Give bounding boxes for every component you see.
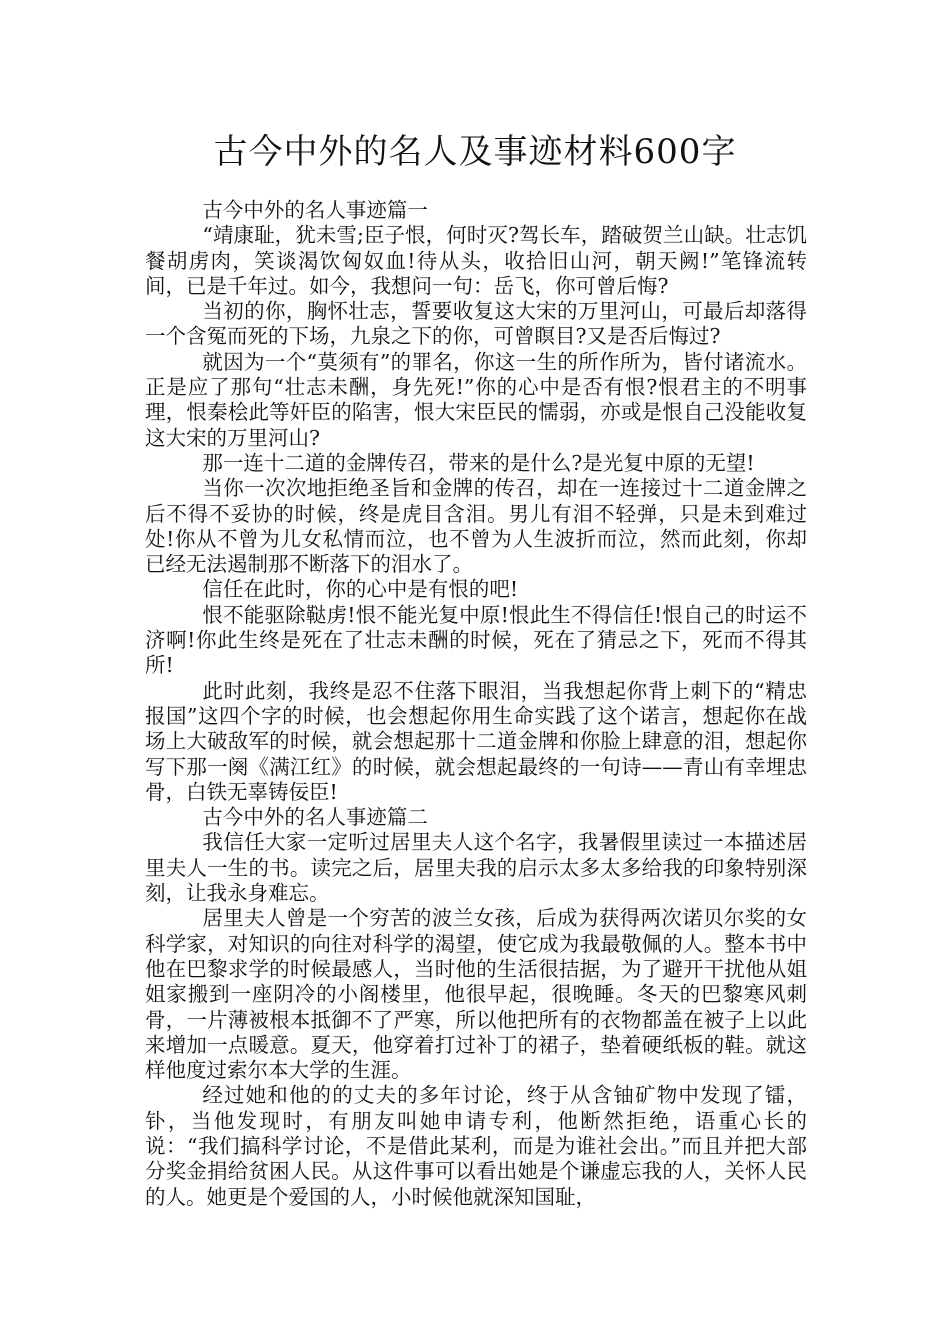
paragraph: 当初的你，胸怀壮志，誓要收复这大宋的万里河山，可最后却落得一个含冤而死的下场，九泉之下的你，可曾瞑目?又是否后悔过? [145,299,807,349]
document-body [145,198,807,1210]
paragraph: 我信任大家一定听过居里夫人这个名字，我暑假里读过一本描述居里夫人一生的书。读完之后，居里夫我的启示太多太多给我的印象特别深刻，让我永身难忘。 [145,830,807,906]
section-heading: 古今中外的名人事迹篇一 [202,198,428,222]
section-heading: 古今中外的名人事迹篇二 [202,805,428,830]
paragraph: 恨不能驱除鞑虏!恨不能光复中原!恨此生不得信任!恨自己的时运不济啊!你此生终是死在了壮志未酬的时候，死在了猜忌之下，死而不得其所! [145,602,807,678]
paragraph: 经过她和他的的丈夫的多年讨论，终于从含铀矿物中发现了镭，钋，当他发现时，有朋友叫她申请专利，他断然拒绝，语重心长的说：“我们搞科学讨论，不是借此某利，而是为谁社会出。”而且并把大部分奖金捐给贫困人民。从这件事可以看出她是个谦虚忘我的人，关怀人民的人。她更是个爱国的人，小时候他就深知国耻， [145,1083,807,1209]
document-title: 古今中外的名人及事迹材料600字 [213,132,737,172]
paragraph: 此时此刻，我终是忍不住落下眼泪，当我想起你背上刺下的“精忠报国”这四个字的时候，也会想起你用生命实践了这个诺言，想起你在战场上大破敌军的时候，就会想起那十二道金牌和你脸上肆意的泪，想起你写下那一阕《满江红》的时候，就会想起最终的一句诗——青山有幸埋忠骨，白铁无辜铸佞臣! [145,678,807,804]
paragraph: 居里夫人曾是一个穷苦的波兰女孩，后成为获得两次诺贝尔奖的女科学家，对知识的向往对科学的渴望，使它成为我最敬佩的人。整本书中他在巴黎求学的时候最感人，当时他的生活很拮据，为了避开干扰他从姐姐家搬到一座阴冷的小阁楼里，他很早起，很晚睡。冬天的巴黎寒风刺骨，一片薄被根本抵御不了严寒，所以他把所有的衣物都盖在被子上以此来增加一点暖意。夏天，他穿着打过补丁的裙子，垫着硬纸板的鞋。就这样他度过索尔本大学的生涯。 [145,906,807,1083]
paragraph: 那一连十二道的金牌传召，带来的是什么?是光复中原的无望! [202,450,755,475]
paragraph: 信任在此时，你的心中是有恨的吧! [202,577,519,602]
paragraph: 就因为一个“莫须有”的罪名，你这一生的所作所为，皆付诸流水。正是应了那句“壮志未酬，身先死!”你的心中是否有恨?恨君主的不明事理，恨秦桧此等奸臣的陷害，恨大宋臣民的懦弱，亦或是恨自己没能收复这大宋的万里河山? [145,349,807,450]
paragraph: “靖康耻，犹未雪;臣子恨，何时灭?驾长车，踏破贺兰山缺。壮志饥餐胡虏肉，笑谈渴饮匈奴血!待从头，收拾旧山河，朝天阙!”笔锋流转间，已是千年过。如今，我想问一句：岳飞，你可曾后悔? [145,223,807,298]
paragraph: 当你一次次地拒绝圣旨和金牌的传召，却在一连接过十二道金牌之后不得不妥协的时候，终是虎目含泪。男儿有泪不轻弹，只是未到难过处!你从不曾为儿女私情而泣，也不曾为人生波折而泣，然而此刻，你却已经无法遏制那不断落下的泪水了。 [145,476,807,577]
